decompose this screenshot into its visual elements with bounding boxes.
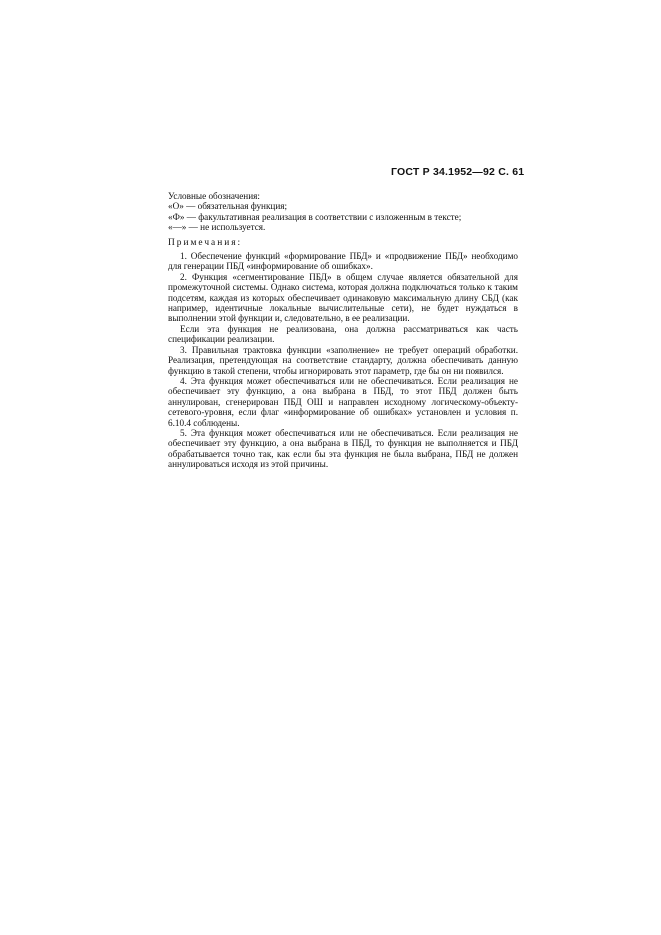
note-paragraph-1: 1. Обеспечение функций «формирование ПБД» и «продвижение ПБД» необходимо для генерации ПБД «информирование об ошибках». [168, 251, 518, 272]
legend-list [168, 201, 518, 232]
note-paragraph-4: 4. Эта функция может обеспечиваться или не обеспечиваться. Если реализация не обеспечивает эту функцию, а она выбрана в ПБД, то этот ПБД должен быть аннулирован, сгенерирован ПБД ОШ и направлен исходному логическому-объекту-сетевого-уровня, если флаг «информирование об ошибках» установлен и условия п. 6.10.4 соблюдены. [168, 375, 518, 428]
page-header: ГОСТ Р 34.1952—92 С. 61 [391, 166, 525, 178]
legend-item-mandatory: «О» — обязательная функция; [168, 201, 288, 212]
note-paragraph-2-continued: Если эта функция не реализована, она должна рассматриваться как часть спецификации реализации. [168, 323, 518, 345]
note-paragraph-2: 2. Функция «сегментирование ПБД» в общем случае является обязательной для промежуточной системы. Однако система, которая должна подключаться только к таким подсетям, каждая из которых обеспечивает одинаковую максимальную длину СБД (как например, идентичные локальные вычислительные сети), не будет нуждаться в выполнении этой функции и, следовательно, в ее реализации. [168, 271, 518, 324]
legend-title: Условные обозначения: [168, 191, 260, 201]
document-body [168, 191, 518, 470]
notes-title: Примечания: [168, 237, 243, 248]
note-paragraph-5: 5. Эта функция может обеспечиваться или не обеспечиваться. Если реализация не обеспечивает эту функцию, а она выбрана в ПБД, то функция не выполняется и ПБД обрабатывается точно так, как если бы эта функция не была выбрана, ПБД не должен аннулироваться исходя из этой причины. [168, 427, 518, 470]
legend-item-unused: «—» — не используется. [168, 222, 266, 233]
note-paragraph-3: 3. Правильная трактовка функции «заполнение» не требует операций обработки. Реализация, претендующая на соответствие стандарту, должна обеспечивать данную функцию в такой степени, чтобы игнорировать этот параметр, где бы он ни появился. [168, 344, 518, 376]
legend-item-optional: «Ф» — факультативная реализация в соответствии с изложенным в тексте; [168, 211, 462, 222]
